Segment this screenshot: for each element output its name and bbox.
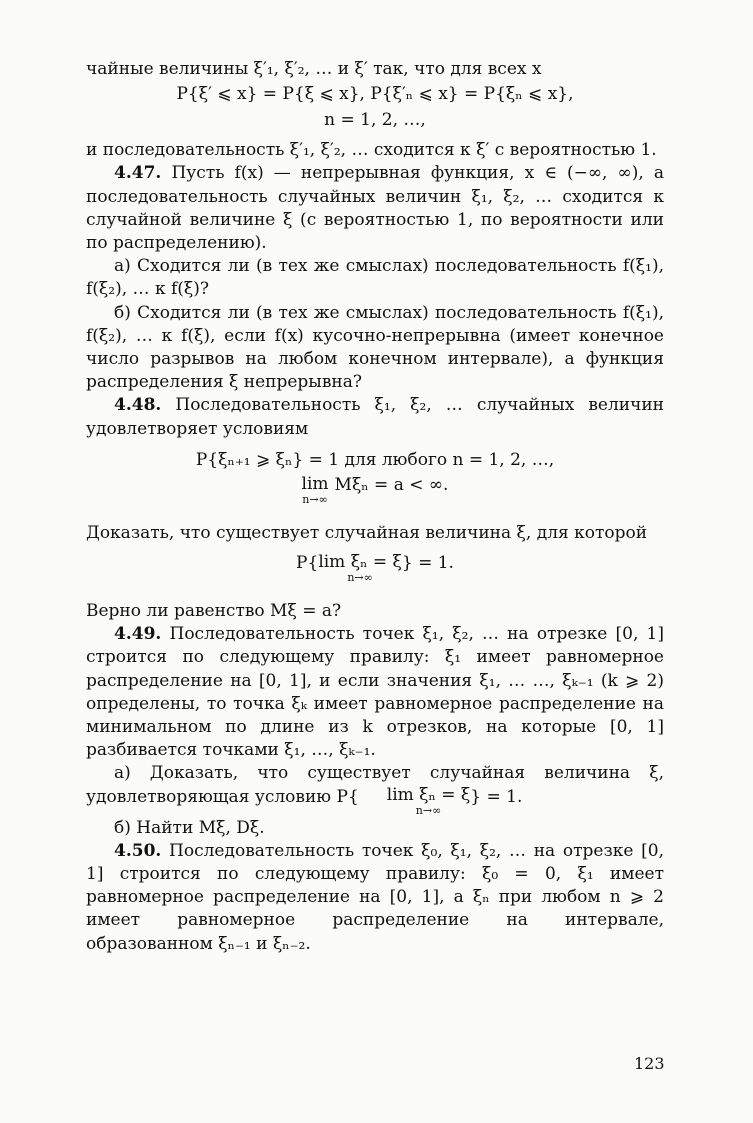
problem-4-48 <box>86 394 664 440</box>
limit-label: lim <box>301 473 329 494</box>
problem-number: 4.50. <box>114 840 162 861</box>
problem-text: Последовательность ξ₁, ξ₂, … случайных величин удовлетворяет условиям <box>86 395 665 439</box>
continued-paragraph: и последовательность ξ′₁, ξ′₂, … сходится к ξ′ с вероятностью 1. <box>86 140 657 161</box>
problem-4-49-b: б) Найти Mξ, Dξ. <box>114 817 265 838</box>
limit-label: lim ξₙ = ξ <box>386 784 471 805</box>
problem-4-48-continued: Доказать, что существует случайная величина ξ, для которой <box>86 522 648 543</box>
problem-4-49-a <box>86 762 664 816</box>
equation-4 <box>86 553 664 584</box>
problem-4-47-b: б) Сходится ли (в тех же смыслах) последовательность f(ξ₁), f(ξ₂), … к f(ξ), если f(x) кусочно-непрерывна (имеет конечное число разрывов на любом конечном интервале), а функция распределения ξ непрерывна? <box>86 302 664 393</box>
limit-operator <box>359 786 471 817</box>
problem-text: Последовательность точек ξ₀, ξ₁, ξ₂, … на отрезке [0, 1] строится по следующему правилу: ξ₀ = 0, ξ₁ имеет равномерное распределение на [0, 1], а ξₙ при любом n ⩾ 2 имеет равномерное распределение на интервале, образованном ξₙ₋₁ и ξₙ₋₂. <box>86 840 665 954</box>
limit-label: lim ξₙ = ξ <box>318 552 402 573</box>
limit-subscript: n→∞ <box>347 571 373 585</box>
problem-number: 4.48. <box>114 395 162 416</box>
equation-2: P{ξₙ₊₁ ⩾ ξₙ} = 1 для любого n = 1, 2, …, <box>195 449 555 470</box>
prob-open: P{ <box>296 553 319 574</box>
problem-4-47 <box>86 162 664 255</box>
problem-text: а) Доказать, что существует случайная величина ξ, удовлетворяющая условию <box>86 763 664 807</box>
problem-number: 4.49. <box>114 624 162 645</box>
limit-expression: Mξₙ = a < ∞. <box>334 474 449 495</box>
problem-4-47-a: а) Сходится ли (в тех же смыслах) последовательность f(ξ₁), f(ξ₂), … к f(ξ)? <box>86 256 664 300</box>
limit-subscript: n→∞ <box>302 492 328 506</box>
problem-text: Пусть f(x) — непрерывная функция, x ∈ (−∞, ∞), а последовательность случайных величин ξ₁, ξ₂, … сходится к случайной величине ξ (с вероятностью 1, по вероятности или по распределению). <box>86 163 664 254</box>
equation-1: P{ξ′ ⩽ x} = P{ξ ⩽ x}, P{ξ′ₙ ⩽ x} = P{ξₙ ⩽ x}, <box>176 84 574 105</box>
problem-text: Последовательность точек ξ₁, ξ₂, … на отрезке [0, 1] строится по следующему правилу: ξ₁ имеет равномерное распределение на [0, 1], и если значения ξ₁, … …, ξₖ₋₁ (k ⩾ 2) определены, то точка ξₖ имеет равномерное распределение на минимальном по длине из k отрезков, на которые [0, 1] разбивается точками ξ₁, …, ξₖ₋₁. <box>86 624 664 761</box>
prob-open: P{ <box>336 786 359 807</box>
text-column <box>86 58 664 956</box>
problem-4-50 <box>86 840 664 956</box>
page-number: 123 <box>634 1054 665 1073</box>
continued-line: чайные величины ξ′₁, ξ′₂, … и ξ′ так, что для всех x <box>86 59 542 79</box>
limit-operator <box>302 475 329 506</box>
prob-close: } = 1. <box>401 553 454 574</box>
limit-subscript: n→∞ <box>415 803 442 817</box>
problem-number: 4.47. <box>114 163 162 184</box>
limit-operator <box>318 553 402 584</box>
equation-1-index: n = 1, 2, …, <box>324 110 426 131</box>
problem-4-48-question: Верно ли равенство Mξ = a? <box>86 601 342 622</box>
prob-close: } = 1. <box>470 786 523 807</box>
problem-4-49 <box>86 623 664 762</box>
equation-3 <box>86 475 664 506</box>
